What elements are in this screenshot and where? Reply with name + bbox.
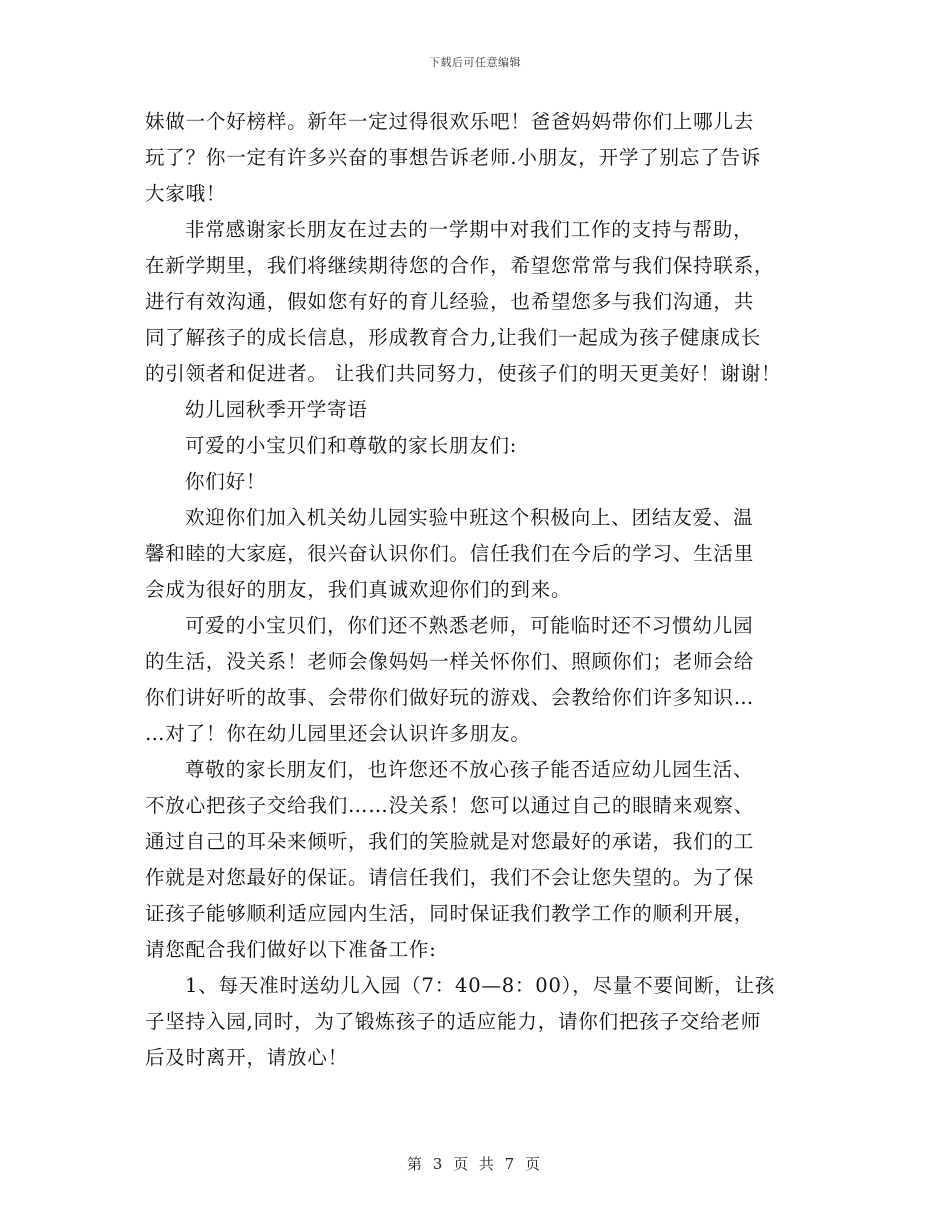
text-line: 馨和睦的大家庭，很兴奋认识你们。信任我们在今后的学习、生活里	[145, 542, 755, 565]
text-line: 可爱的小宝贝们和尊敬的家长朋友们:	[185, 434, 518, 457]
page-header: 下载后可任意编辑	[429, 56, 521, 69]
document-body	[145, 104, 835, 1076]
text-line: 欢迎你们加入机关幼儿园实验中班这个积极向上、团结友爱、温	[185, 506, 754, 529]
text-line: 不放心把孩子交给我们……没关系！您可以通过自己的眼睛来观察、	[145, 794, 755, 817]
text-line: 妹做一个好榜样。新年一定过得很欢乐吧！爸爸妈妈带你们上哪儿去	[145, 110, 755, 133]
text-line: 你们好！	[185, 470, 267, 493]
text-line: …对了！你在幼儿园里还会认识许多朋友。	[145, 722, 531, 745]
text-line: 进行有效沟通，假如您有好的育儿经验，也希望您多与我们沟通，共	[145, 290, 755, 313]
text-line: 请您配合我们做好以下准备工作:	[145, 938, 437, 961]
text-line: 幼儿园秋季开学寄语	[185, 398, 368, 421]
text-line: 后及时离开，请放心！	[145, 1046, 349, 1069]
text-line: 玩了？你一定有许多兴奋的事想告诉老师.小朋友，开学了别忘了告诉	[145, 146, 761, 169]
text-line: 你们讲好听的故事、会带你们做好玩的游戏、会教给你们许多知识…	[145, 686, 755, 709]
text-line: 尊敬的家长朋友们，也许您还不放心孩子能否适应幼儿园生活、	[185, 758, 754, 781]
text-line: 作就是对您最好的保证。请信任我们，我们不会让您失望的。为了保	[145, 866, 755, 889]
text-line: 会成为很好的朋友，我们真诚欢迎你们的到来。	[145, 578, 572, 601]
text-line: 非常感谢家长朋友在过去的一学期中对我们工作的支持与帮助，	[185, 218, 754, 241]
text-line: 同了解孩子的成长信息，形成教育合力,让我们一起成为孩子健康成长	[145, 326, 761, 349]
text-line: 通过自己的耳朵来倾听，我们的笑脸就是对您最好的承诺，我们的工	[145, 830, 755, 853]
text-line: 大家哦！	[145, 182, 227, 205]
text-line: 可爱的小宝贝们，你们还不熟悉老师，可能临时还不习惯幼儿园	[185, 614, 754, 637]
text-line: 证孩子能够顺利适应园内生活，同时保证我们教学工作的顺利开展，	[145, 902, 755, 925]
text-line: 的引领者和促进者。 让我们共同努力，使孩子们的明天更美好！谢谢！	[145, 362, 782, 385]
text-line: 子坚持入园,同时，为了锻炼孩子的适应能力，请你们把孩子交给老师	[145, 1010, 761, 1033]
page-footer: 第 3 页 共 7 页	[407, 1155, 543, 1173]
text-line: 1、每天准时送幼儿入园（7：40—8：00），尽量不要间断，让孩	[185, 974, 776, 997]
text-line: 的生活，没关系！老师会像妈妈一样关怀你们、照顾你们；老师会给	[145, 650, 755, 673]
text-line: 在新学期里，我们将继续期待您的合作，希望您常常与我们保持联系，	[145, 254, 775, 277]
